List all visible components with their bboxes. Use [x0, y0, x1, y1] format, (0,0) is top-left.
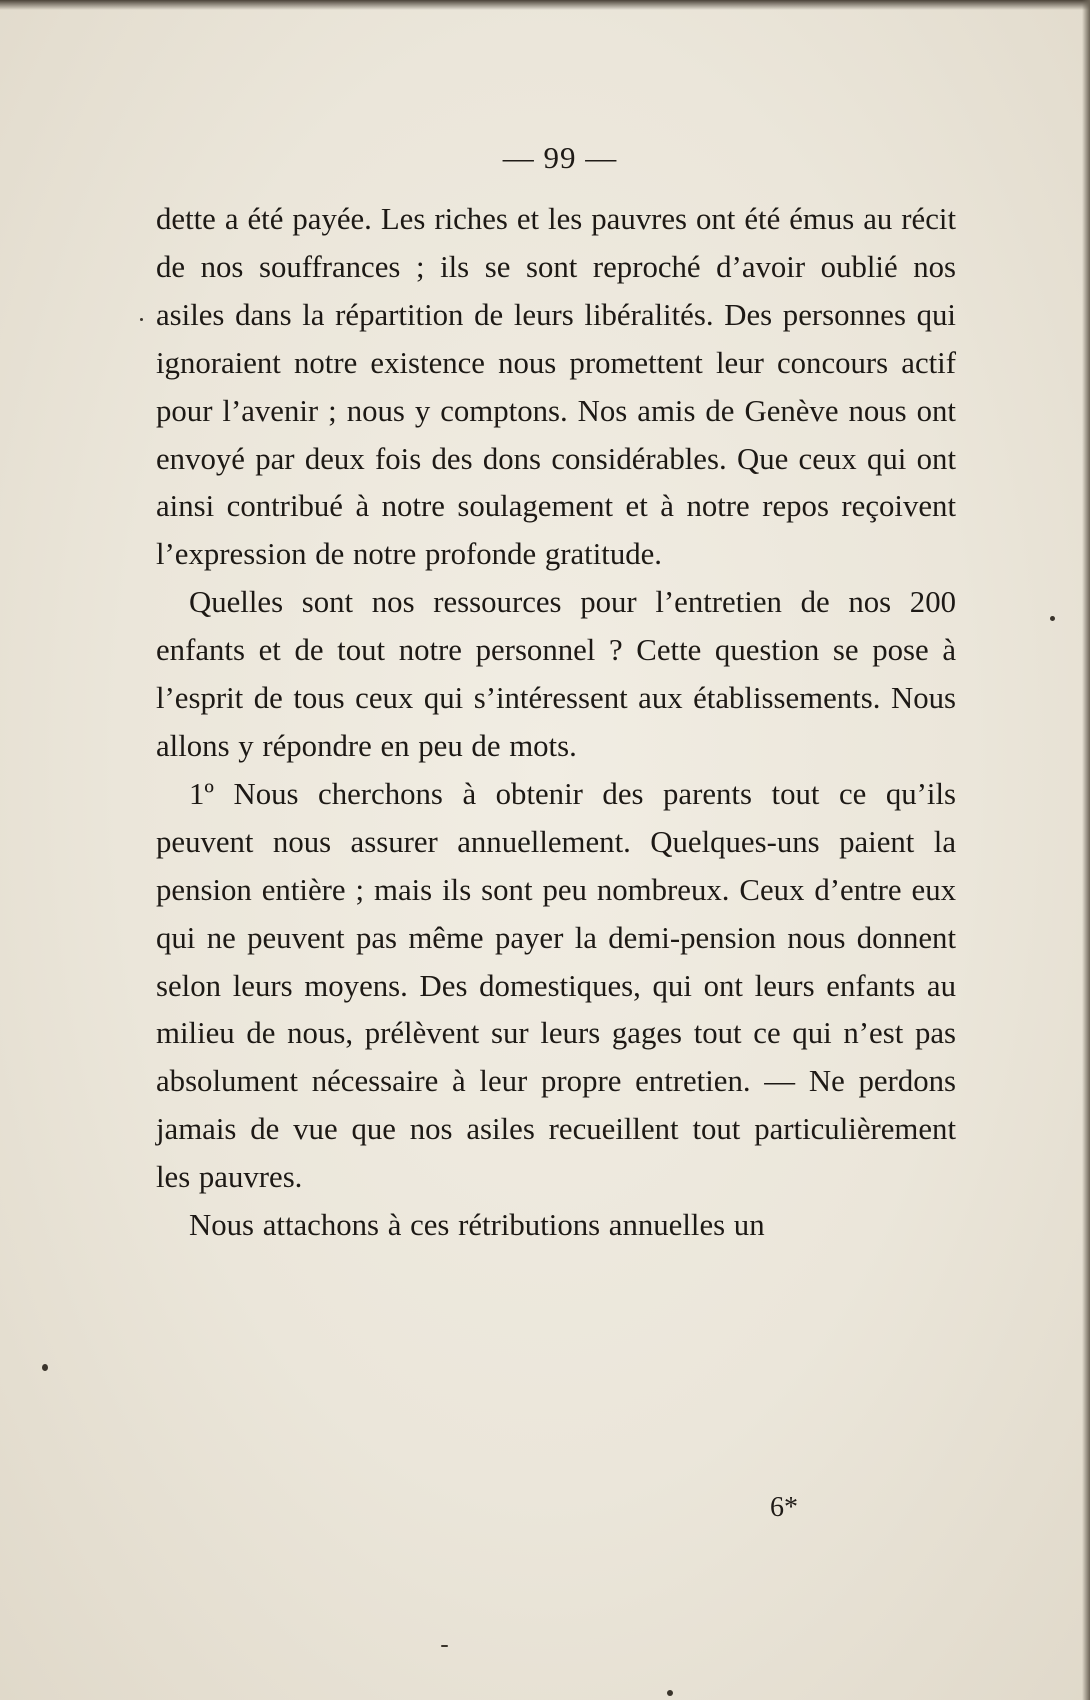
page-right-edge: [1082, 0, 1090, 1700]
paragraph-1: dette a été payée. Les riches et les pauvres ont été émus au récit de nos souffrances ; ils se sont reproché d’avoir oublié nos asiles dans la répartition de leurs libéralités. Des personnes qui ignoraient notre existence nous promettent leur concours actif pour l’avenir ; nous y comptons. Nos amis de Genève nous ont envoyé par deux fois des dons considérables. Que ceux qui ont ainsi contribué à notre soulagement et à notre repos reçoivent l’expression de notre profonde gratitude.: [156, 202, 956, 572]
ink-speck: [42, 1364, 48, 1371]
paragraph-4: Nous attachons à ces rétributions annuelles un: [189, 1208, 765, 1243]
ink-speck: [140, 318, 143, 321]
ink-speck: [667, 1690, 673, 1696]
ink-speck: [441, 1645, 448, 1647]
body-text: [156, 196, 956, 1250]
page-number: — 99 —: [502, 140, 618, 175]
signature-mark: 6*: [770, 1492, 798, 1523]
ink-speck: [1050, 616, 1055, 621]
paragraph-3: 1º Nous cherchons à obtenir des parents tout ce qu’ils peuvent nous assurer annuellement. Quelques-uns paient la pension entière ; mais ils sont peu nombreux. Ceux d’entre eux qui ne peuvent pas même payer la demi-pension nous donnent selon leurs moyens. Des domestiques, qui ont leurs enfants au milieu de nous, prélèvent sur leurs gages tout ce qui n’est pas absolument nécessaire à leur propre entretien. — Ne perdons jamais de vue que nos asiles recueillent tout particulièrement les pauvres.: [156, 776, 956, 1195]
page-top-edge: [0, 0, 1090, 10]
paragraph-2: Quelles sont nos ressources pour l’entretien de nos 200 enfants et de tout notre personnel ? Cette question se pose à l’esprit de tous ceux qui s’intéressent aux établissements. Nous allons y répondre en peu de mots.: [156, 585, 956, 763]
